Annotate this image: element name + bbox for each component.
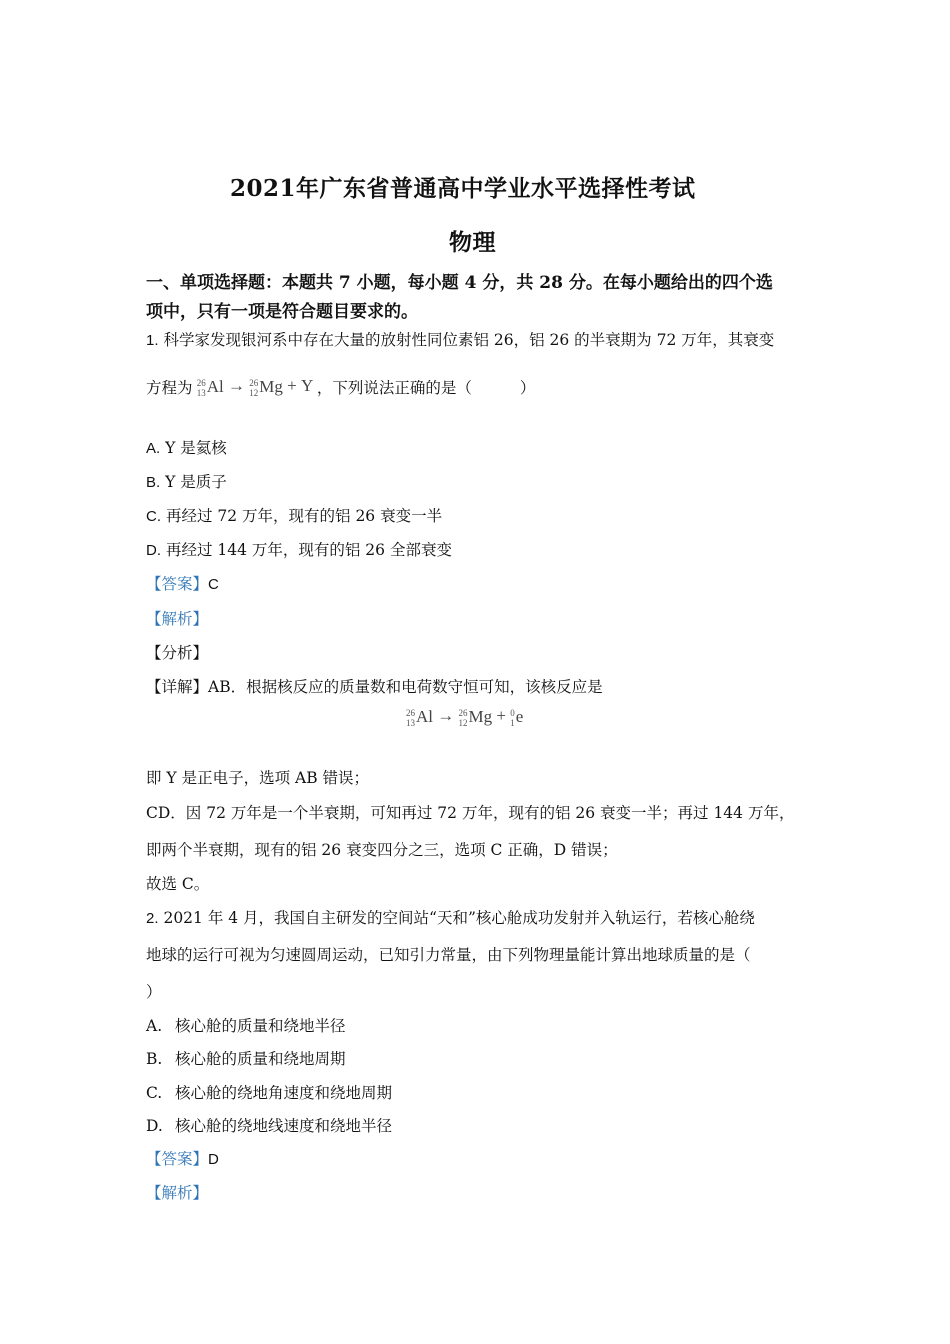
section-heading-line1: 一、单项选择题：本题共 7 小题，每小题 4 分，共 28 分。在每小题给出的四个选 xyxy=(146,273,773,293)
q2-stem-line3: ） xyxy=(146,983,162,1001)
plus-symbol: + xyxy=(287,376,297,396)
option-text: 再经过 144 万年，现有的铝 26 全部衰变 xyxy=(165,541,452,559)
option-text: 核心舱的绕地线速度和绕地半径 xyxy=(174,1117,392,1135)
option-text: Y 是氦核 xyxy=(165,439,227,457)
option-text: 再经过 72 万年，现有的铝 26 衰变一半 xyxy=(165,507,443,525)
section-heading-line2: 项中，只有一项是符合题目要求的。 xyxy=(146,302,418,322)
answer-value: C xyxy=(208,576,219,593)
q1-option-c xyxy=(146,504,442,526)
q2-stem-line1 xyxy=(146,906,755,928)
option-label: C. xyxy=(146,508,161,525)
q2-option-d xyxy=(146,1114,392,1136)
arrow-symbol: → xyxy=(437,706,455,725)
nuclide-al: 26 13 Al xyxy=(406,706,433,728)
q1-option-d xyxy=(146,538,452,560)
option-label: D. xyxy=(146,1117,163,1135)
option-label: D. xyxy=(146,542,161,559)
q2-analysis-tag: 【解析】 xyxy=(146,1184,209,1202)
q1-decay-equation xyxy=(193,376,317,398)
q2-stem-text: 2021 年 4 月，我国自主研发的空间站“天和”核心舱成功发射并入轨运行，若核心舱绕 xyxy=(163,909,755,927)
q1-detail-line1 xyxy=(146,675,603,697)
q2-answer xyxy=(146,1147,219,1169)
option-label: C. xyxy=(146,1084,163,1102)
q1-answer xyxy=(146,572,219,594)
option-label: A. xyxy=(146,1017,163,1035)
option-label: B. xyxy=(146,1050,163,1068)
q2-option-b xyxy=(146,1047,345,1069)
particle-positron: 0 1 e xyxy=(510,706,524,728)
nuclide-mg: 26 12 Mg xyxy=(249,376,283,398)
q2-stem-line2: 地球的运行可视为匀速圆周运动，已知引力常量，由下列物理量能计算出地球质量的是（ xyxy=(146,946,751,964)
q1-detail-line5: 故选 C。 xyxy=(146,875,210,893)
detail-text: AB．根据核反应的质量数和电荷数守恒可知，该核反应是 xyxy=(208,678,603,696)
q1-detail-line3: CD．因 72 万年是一个半衰期，可知再过 72 万年，现有的铝 26 衰变一半；再过 144 万年， xyxy=(146,804,795,822)
q1-detail-line4: 即两个半衰期，现有的铝 26 衰变四分之三，选项 C 正确，D 错误； xyxy=(146,841,618,859)
option-text: 核心舱的质量和绕地半径 xyxy=(174,1017,346,1035)
q2-option-a xyxy=(146,1014,345,1036)
particle-y: Y xyxy=(300,376,313,396)
option-text: 核心舱的质量和绕地周期 xyxy=(174,1050,346,1068)
q1-detail-line2: 即 Y 是正电子，选项 AB 错误； xyxy=(146,769,370,787)
q2-option-c xyxy=(146,1081,392,1103)
q1-option-b xyxy=(146,470,227,492)
plus-symbol: + xyxy=(496,706,506,725)
nuclide-al: 26 13 Al xyxy=(196,376,224,398)
exam-title: 2021年广东省普通高中学业水平选择性考试 xyxy=(230,175,696,202)
q1-option-a xyxy=(146,436,227,458)
q1-stem-line2 xyxy=(146,376,535,398)
detail-tag: 【详解】 xyxy=(146,678,209,696)
answer-tag: 【答案】 xyxy=(146,1150,209,1168)
q1-stem-prefix: 方程为 xyxy=(146,379,193,397)
answer-tag: 【答案】 xyxy=(146,575,209,593)
q2-number: 2. xyxy=(146,910,159,927)
q1-fenxi-tag: 【分析】 xyxy=(146,644,209,662)
answer-value: D xyxy=(208,1151,219,1168)
q1-analysis-tag: 【解析】 xyxy=(146,610,209,628)
arrow-symbol: → xyxy=(228,376,246,396)
q1-stem-suffix: ，下列说法正确的是（ xyxy=(316,379,472,397)
option-label: A. xyxy=(146,440,161,457)
q1-stem-close: ） xyxy=(519,379,536,397)
option-text: 核心舱的绕地角速度和绕地周期 xyxy=(174,1084,392,1102)
subject-title: 物理 xyxy=(449,229,496,256)
q1-stem-text: 科学家发现银河系中存在大量的放射性同位素铝 26，铝 26 的半衰期为 72 万年，其衰变 xyxy=(163,331,775,349)
nuclide-mg: 26 12 Mg xyxy=(458,706,493,728)
option-label: B. xyxy=(146,474,161,491)
q1-number: 1. xyxy=(146,332,159,349)
q1-reaction-equation xyxy=(406,706,523,728)
option-text: Y 是质子 xyxy=(165,473,227,491)
q1-stem-line1 xyxy=(146,328,774,350)
